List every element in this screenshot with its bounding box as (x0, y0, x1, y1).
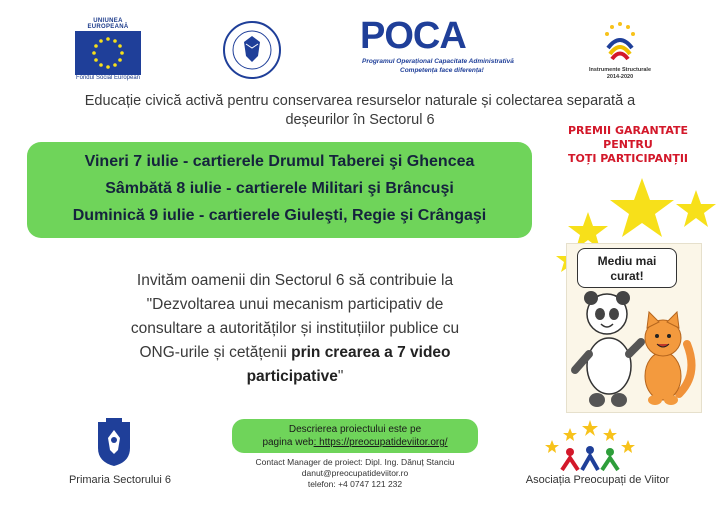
project-line2 (232, 436, 478, 449)
invite-line5 (60, 365, 530, 389)
prize-line3: TOȚI PARTICIPANȚII (567, 152, 689, 165)
bubble-line2: curat! (610, 269, 644, 283)
poca-program-text: Programul Operațional Capacitate Administrativă (362, 58, 514, 65)
invite-line5-end: " (337, 368, 344, 385)
panda-cat-illustration (566, 243, 702, 413)
schedule-day-1: Vineri 7 iulie - cartierele Drumul Taberei şi Ghencea (84, 153, 475, 170)
eu-logo (72, 18, 144, 80)
project-line1: Descrierea proiectului este pe (288, 424, 422, 435)
primaria-label: Primaria Sectorului 6 (68, 474, 172, 486)
instrumente-line2: 2014-2020 (606, 74, 634, 80)
prize-banner (548, 124, 708, 166)
instrumente-line1: Instrumente Structurale (588, 67, 652, 73)
instrumente-stars-icon (598, 18, 642, 62)
primaria-crest-logo (96, 418, 132, 468)
eu-logo-top-text: UNIUNEA EUROPEANĂ (87, 18, 129, 30)
prize-line1: PREMII GARANTATE (567, 124, 689, 137)
contact-manager: Contact Manager de proiect: Dipl. Ing. Dănuț Stanciu (255, 457, 455, 467)
invite-line3: consultare a autorităților și instituțiilor publice cu (130, 320, 460, 337)
schedule-day-2: Sâmbătă 8 iulie - cartierele Militari şi Brâncuşi (105, 180, 454, 197)
eu-flag-icon (75, 31, 141, 75)
poca-slogan-text: Competența face diferența! (400, 67, 484, 74)
instrumente-structurale-logo (585, 18, 655, 88)
eu-logo-bottom-text: Fondul Social European (75, 75, 141, 81)
project-line2-prefix: pagina web (262, 437, 314, 448)
asociatia-logo (540, 418, 640, 474)
panda-and-cat-icon (567, 284, 701, 412)
speech-bubble (577, 248, 677, 288)
poca-logo (360, 15, 514, 86)
invite-line4-bold: prin crearea a 7 video (291, 344, 451, 361)
invite-line2: "Dezvoltarea unui mecanism participativ de (146, 296, 444, 313)
invite-line4-start: ONG-urile și cetățenii (139, 344, 292, 361)
heading-line2: deșeurilor în Sectorul 6 (285, 112, 435, 128)
project-description-box (232, 419, 478, 453)
invite-line4 (60, 341, 530, 365)
project-website-link[interactable]: : https://preocupatideviitor.org/ (313, 437, 448, 448)
government-seal-logo (222, 20, 282, 80)
contact-email[interactable]: danut@preocupatideviitor.ro (301, 468, 409, 478)
contact-info (232, 457, 478, 490)
asociatia-label: Asociația Preocupați de Viitor (525, 474, 670, 486)
schedule-box (27, 142, 532, 238)
invitation-text (60, 269, 530, 389)
poca-word: POCA (360, 15, 466, 57)
invite-line1: Invităm oamenii din Sectorul 6 să contribuie la (136, 272, 454, 289)
bubble-line1: Mediu mai (597, 254, 657, 268)
invite-line5-bold: participative (246, 368, 338, 385)
prize-line2: PENTRU (603, 138, 653, 151)
heading-line1: Educație civică activă pentru conservarea resurselor naturale și colectarea separată a (84, 93, 636, 109)
schedule-day-3: Duminică 9 iulie - cartierele Giuleşti, Regie şi Crângaşi (72, 207, 487, 224)
contact-phone: telefon: +4 0747 121 232 (307, 479, 403, 489)
